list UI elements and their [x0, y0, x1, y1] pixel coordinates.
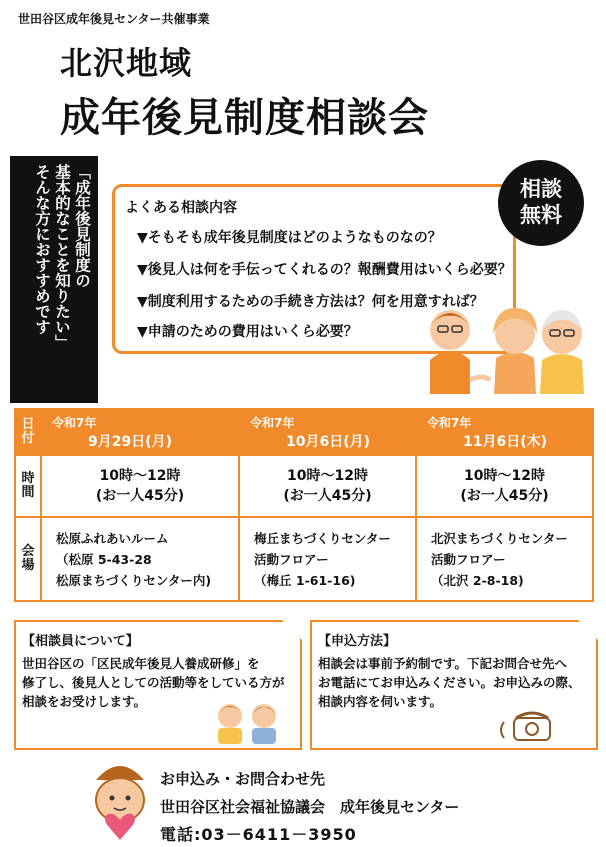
faq-item: ▼そもそも成年後見制度はどのようなものなの？: [137, 230, 442, 246]
duration-value: (お一人45分): [283, 488, 372, 504]
venue-line: 松原まちづくりセンター内): [56, 572, 212, 588]
mascot-illustration: [88, 752, 152, 842]
venue-label: 会場: [15, 517, 41, 601]
advisors-illustration: [202, 696, 292, 744]
side-banner: [10, 156, 98, 403]
date-row: [15, 409, 593, 455]
time-cell: [416, 455, 593, 517]
contact-label: お申込み・お問合わせ先: [160, 770, 326, 788]
apply-body: 相談会は事前予約制です。下記お問合せ先へ お電話にてお申込みください。お申込みの際、 相談内容を伺います。: [318, 656, 581, 709]
venue-row: [15, 517, 593, 601]
time-value: 10時～12時: [464, 468, 545, 484]
folded-corner: [281, 619, 303, 641]
advisor-title: 【相談員について】: [22, 634, 139, 649]
folded-corner: [577, 619, 599, 641]
venue-line: 北沢まちづくりセンター: [431, 530, 568, 546]
contact-phone: 電話:03－6411－3950: [160, 825, 357, 844]
venue-line: （梅丘 1-61-16): [254, 572, 356, 588]
date-era: 令和7年: [427, 415, 472, 430]
time-cell: [41, 455, 239, 517]
free-badge-line2: 無料: [520, 203, 562, 227]
date-value: 10月6日(月): [286, 433, 371, 450]
time-value: 10時～12時: [287, 468, 369, 484]
venue-line: 活動フロアー: [431, 551, 506, 567]
advisor-box: [14, 620, 302, 750]
venue-line: （松原 5-43-28: [56, 551, 152, 567]
consultants-illustration: [420, 290, 590, 394]
free-badge-line1: 相談: [520, 177, 562, 201]
page-title: 成年後見制度相談会: [60, 95, 429, 141]
apply-title: 【申込方法】: [318, 634, 397, 649]
venue-line: 活動フロアー: [254, 551, 329, 567]
schedule-table: [14, 408, 594, 602]
venue-cell: [416, 517, 593, 601]
date-cell: [416, 409, 593, 455]
venue-cell: [239, 517, 416, 601]
date-label: 日付: [15, 409, 41, 455]
venue-line: 梅丘まちづくりセンター: [254, 530, 391, 546]
date-era: 令和7年: [52, 415, 97, 430]
side-banner-text: 「成年後見制度の 基本的なことを知りたい」 そんな方におすすめです: [33, 164, 91, 350]
faq-item: ▼後見人は何を手伝ってくれるの？報酬費用はいくら必要？: [137, 262, 512, 278]
date-era: 令和7年: [250, 415, 295, 430]
date-value: 11月6日(木): [463, 433, 548, 450]
venue-line: （北沢 2-8-18): [431, 572, 524, 588]
faq-title: よくある相談内容: [125, 200, 237, 216]
venue-cell: [41, 517, 239, 601]
date-cell: [41, 409, 239, 455]
contact-organization: 世田谷区社会福祉協議会 成年後見センター: [160, 798, 460, 816]
time-cell: [239, 455, 416, 517]
date-cell: [239, 409, 416, 455]
faq-item: ▼制度利用するための手続き方法は？何を用意すれば？: [137, 294, 484, 310]
time-label: 時間: [15, 455, 41, 517]
time-value: 10時～12時: [99, 468, 181, 484]
date-value: 9月29日(月): [88, 433, 173, 450]
telephone-icon: [496, 708, 556, 742]
advisor-body: 世田谷区の「区民成年後見人養成研修」を 修了し、後見人としての活動等をしている方が 相談をお受けします。: [22, 656, 285, 709]
page-title-area: 北沢地域: [60, 44, 193, 82]
apply-box: [310, 620, 598, 750]
faq-item: ▼申請のための費用はいくら必要？: [137, 324, 358, 340]
duration-value: (お一人45分): [460, 488, 549, 504]
time-row: [15, 455, 593, 517]
sponsor-text: 世田谷区成年後見センター共催事業: [18, 12, 210, 26]
venue-line: 松原ふれあいルーム: [56, 530, 169, 546]
duration-value: (お一人45分): [95, 488, 185, 504]
free-badge: [498, 160, 584, 246]
